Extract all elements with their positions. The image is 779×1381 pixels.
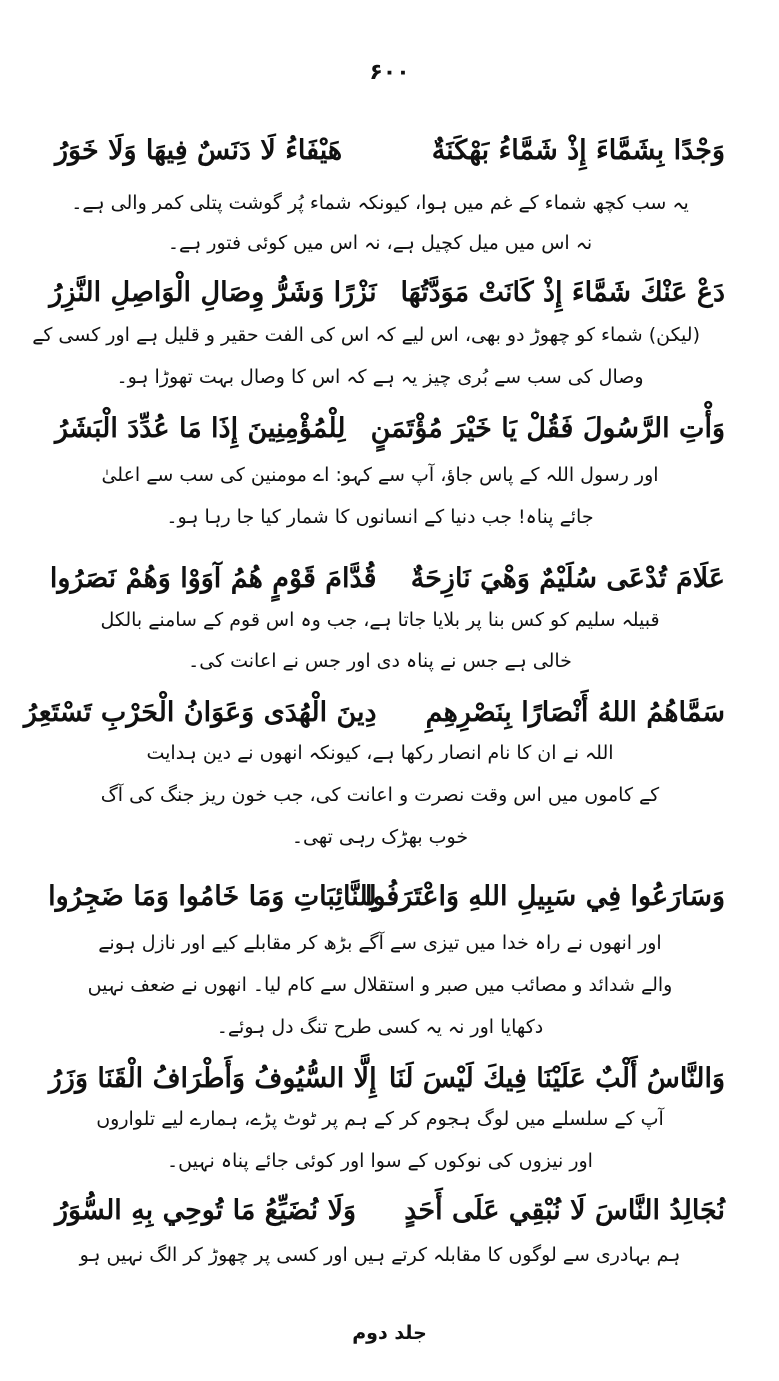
verse-line (23, 682, 725, 728)
verse-hemistich-right: وَالنَّاسُ أَلْبٌ عَلَيْنَا فِيكَ لَيْسَ لَنَا (388, 1063, 725, 1094)
verse-line (49, 262, 725, 308)
translation-line: اللہ نے ان کا نام انصار رکھا ہے، کیونکہ انھوں نے دین ہدایت (146, 742, 614, 764)
translation-line: قبیلہ سلیم کو کس بنا پر بلایا جاتا ہے، جب وہ اس قوم کے سامنے بالکل (100, 609, 660, 631)
verse-hemistich-right: عَلَامَ تُدْعَى سُلَيْمٌ وَهْيَ نَازِحَةٌ (410, 563, 725, 594)
translation-line: دکھایا اور نہ یہ کسی طرح تنگ دل ہوئے۔ (216, 1016, 544, 1038)
translation-line: یہ سب کچھ شماء کے غم میں ہوا، کیونکہ شماء پُر گوشت پتلی کمر والی ہے۔ (71, 192, 689, 214)
verse-line (55, 1180, 725, 1226)
translation-line: جائے پناہ! جب دنیا کے انسانوں کا شمار کیا جا رہا ہو۔ (166, 506, 594, 528)
volume-footer: جلد دوم (352, 1322, 427, 1344)
verse-hemistich-left: إِلَّا السُّيُوفُ وَأَطْرَافُ الْقَنَا وَزَرُ (48, 1063, 377, 1094)
verse-hemistich-left: وَلَا نُضَيِّعُ مَا تُوحِي بِهِ السُّوَرُ (55, 1195, 357, 1226)
verse-hemistich-left: هَيْفَاءُ لَا دَنَسٌ فِيهَا وَلَا خَوَرُ (55, 135, 343, 166)
verse-line (48, 1048, 725, 1094)
verse-hemistich-right: وَسَارَعُوا فِي سَبِيلِ اللهِ وَاعْتَرَفُوا (364, 881, 725, 912)
translation-line: خالی ہے جس نے پناہ دی اور جس نے اعانت کی۔ (188, 650, 572, 672)
translation-line: وصال کی سب سے بُری چیز یہ ہے کہ اس کا وصال بہت تھوڑا ہو۔ (116, 366, 644, 388)
translation-line: خوب بھڑک رہی تھی۔ (291, 826, 469, 848)
translation-line: (لیکن) شماء کو چھوڑ دو بھی، اس لیے کہ اس کی الفت حقیر و قلیل ہے اور کسی کے (32, 324, 700, 346)
verse-hemistich-left: لِلْمُؤْمِنِينَ إِذَا مَا عُدِّدَ الْبَشَرُ (55, 413, 346, 444)
page-number: ۶۰۰ (369, 60, 410, 85)
verse-line (55, 398, 725, 444)
verse-hemistich-left: قُدَّامَ قَوْمٍ هُمُ آوَوْا وَهُمْ نَصَرُوا (49, 563, 377, 594)
translation-line: اور انھوں نے راہ خدا میں تیزی سے آگے بڑھ کر مقابلے کیے اور نازل ہونے (98, 932, 662, 954)
translation-line: نہ اس میں میل کچیل ہے، نہ اس میں کوئی فتور ہے۔ (167, 232, 593, 254)
verse-hemistich-left: نَزْرًا وَشَرُّ وِصَالِ الْوَاصِلِ النَّزِرُ (49, 277, 377, 308)
translation-line: اور نیزوں کی نوکوں کے سوا اور کوئی جائے پناہ نہیں۔ (167, 1150, 593, 1172)
verse-line (48, 866, 725, 912)
verse-hemistich-right: وَجْدًا بِشَمَّاءَ إِذْ شَمَّاءُ بَهْكَنَةٌ (431, 135, 725, 166)
verse-hemistich-right: وَأْتِ الرَّسُولَ فَقُلْ يَا خَيْرَ مُؤْتَمَنٍ (370, 413, 725, 444)
translation-line: والے شدائد و مصائب میں صبر و استقلال سے کام لیا۔ انھوں نے ضعف نہیں (87, 974, 673, 996)
verse-hemistich-left: لِلنَّائِبَاتِ وَمَا خَامُوا وَمَا ضَجِرُوا (48, 881, 377, 912)
verse-hemistich-right: دَعْ عَنْكَ شَمَّاءَ إِذْ كَانَتْ مَوَدَّتُهَا (400, 277, 725, 308)
verse-hemistich-right: نُجَالِدُ النَّاسَ لَا نُبْقِي عَلَى أَحَدٍ (404, 1195, 725, 1226)
translation-line: کے کاموں میں اس وقت نصرت و اعانت کی، جب خون ریز جنگ کی آگ (100, 784, 660, 806)
translation-line: آپ کے سلسلے میں لوگ ہجوم کر کے ہم پر ٹوٹ پڑے، ہمارے لیے تلواروں (96, 1108, 664, 1130)
translation-line: اور رسول اللہ کے پاس جاؤ، آپ سے کہو: اے مومنین کی سب سے اعلیٰ (101, 464, 659, 486)
verse-hemistich-left: دِينَ الْهُدَى وَعَوَانُ الْحَرْبِ تَسْتَعِرُ (23, 697, 377, 728)
verse-hemistich-right: سَمَّاهُمُ اللهُ أَنْصَارًا بِنَصْرِهِمِ (425, 697, 725, 728)
verse-line (49, 548, 725, 594)
verse-line (55, 120, 725, 166)
translation-line: ہم بہادری سے لوگوں کا مقابلہ کرتے ہیں اور کسی پر چھوڑ کر الگ نہیں ہو (79, 1244, 681, 1266)
